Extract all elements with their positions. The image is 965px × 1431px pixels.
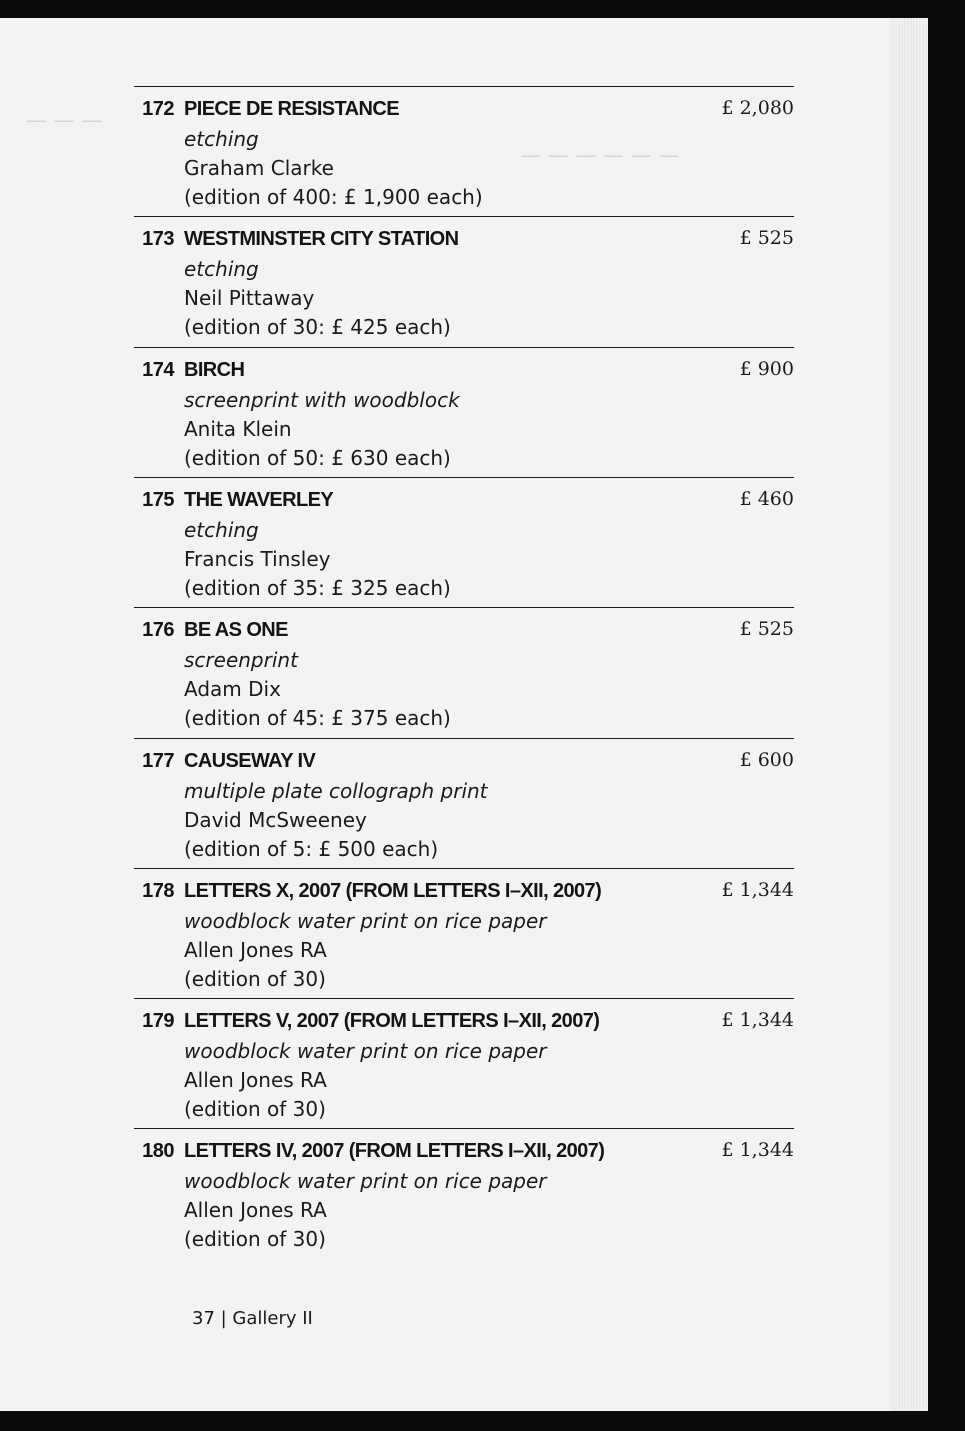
entry-number: 178 xyxy=(142,879,174,902)
entry-artist: Adam Dix xyxy=(184,677,281,702)
entry-artist: David McSweeney xyxy=(184,807,367,832)
entry-divider xyxy=(134,347,794,348)
entry-divider xyxy=(134,868,794,869)
entry-title: WESTMINSTER CITY STATION xyxy=(184,228,459,251)
show-through-decoration: — — — — — — xyxy=(520,143,680,167)
entry-price: £ 1,344 xyxy=(721,1139,794,1162)
entry-title: THE WAVERLEY xyxy=(184,488,334,511)
entry-divider xyxy=(134,86,794,87)
catalogue-entry xyxy=(134,740,798,868)
entry-edition: (edition of 30) xyxy=(184,966,326,991)
entry-divider xyxy=(134,216,794,217)
entry-number: 180 xyxy=(142,1140,174,1163)
entry-medium: screenprint with woodblock xyxy=(184,387,460,412)
show-through-decoration: — — — xyxy=(26,108,103,132)
entry-number: 173 xyxy=(142,228,174,251)
entry-number: 175 xyxy=(142,488,174,511)
entry-edition: (edition of 35: £ 325 each) xyxy=(184,575,451,600)
entry-medium: woodblock water print on rice paper xyxy=(184,1169,547,1194)
entry-artist: Allen Jones RA xyxy=(184,937,327,962)
entry-number: 177 xyxy=(142,749,174,772)
catalogue-entry xyxy=(134,1130,798,1258)
catalogue-entry xyxy=(134,870,798,998)
catalogue-entry xyxy=(134,218,798,346)
entry-edition: (edition of 5: £ 500 each) xyxy=(184,836,439,861)
entry-medium: etching xyxy=(184,127,259,151)
entry-number: 179 xyxy=(142,1010,174,1033)
entry-edition: (edition of 50: £ 630 each) xyxy=(184,445,451,470)
entry-price: £ 525 xyxy=(739,618,794,641)
entry-medium: woodblock water print on rice paper xyxy=(184,1039,547,1064)
entry-artist: Allen Jones RA xyxy=(184,1198,327,1223)
entry-price: £ 900 xyxy=(739,357,794,380)
entry-price: £ 2,080 xyxy=(721,97,794,119)
entry-edition: (edition of 30) xyxy=(184,1097,326,1122)
entry-divider xyxy=(134,477,794,478)
entry-title: LETTERS V, 2007 (FROM LETTERS I–XII, 2007) xyxy=(184,1010,600,1033)
entry-number: 176 xyxy=(142,619,174,642)
entry-medium: etching xyxy=(184,257,259,282)
entry-artist: Allen Jones RA xyxy=(184,1068,327,1093)
entry-title: CAUSEWAY IV xyxy=(184,749,316,772)
entry-title: LETTERS X, 2007 (FROM LETTERS I–XII, 2007) xyxy=(184,879,602,902)
entry-price: £ 1,344 xyxy=(721,878,794,901)
entry-edition: (edition of 30) xyxy=(184,1227,326,1252)
entry-artist: Neil Pittaway xyxy=(184,286,315,311)
entry-title: PIECE DE RESISTANCE xyxy=(184,98,399,120)
entry-divider xyxy=(134,998,794,999)
entry-medium: woodblock water print on rice paper xyxy=(184,908,547,933)
catalogue-entry xyxy=(134,349,798,477)
entry-medium: multiple plate collograph print xyxy=(184,778,488,803)
entry-artist: Graham Clarke xyxy=(184,156,334,180)
page-edge xyxy=(890,18,928,1411)
entry-price: £ 460 xyxy=(739,487,794,510)
catalogue-entry xyxy=(134,1000,798,1128)
entry-edition: (edition of 400: £ 1,900 each) xyxy=(184,185,483,209)
entry-artist: Francis Tinsley xyxy=(184,546,331,571)
entry-divider xyxy=(134,607,794,608)
entry-edition: (edition of 45: £ 375 each) xyxy=(184,706,451,731)
entry-price: £ 1,344 xyxy=(721,1009,794,1032)
entry-price: £ 525 xyxy=(739,227,794,250)
entry-divider xyxy=(134,738,794,739)
catalogue-entry xyxy=(134,609,798,737)
entry-price: £ 600 xyxy=(739,748,794,771)
entry-number: 172 xyxy=(142,98,174,120)
entry-number: 174 xyxy=(142,358,174,381)
entry-medium: screenprint xyxy=(184,648,298,673)
entry-title: BE AS ONE xyxy=(184,619,288,642)
entry-title: LETTERS IV, 2007 (FROM LETTERS I–XII, 2007) xyxy=(184,1140,605,1163)
page-footer: 37 | Gallery II xyxy=(192,1308,313,1329)
entry-title: BIRCH xyxy=(184,358,245,381)
entry-edition: (edition of 30: £ 425 each) xyxy=(184,315,451,340)
catalogue-entry xyxy=(134,88,798,216)
entry-medium: etching xyxy=(184,517,259,542)
catalogue-entry xyxy=(134,479,798,607)
entry-artist: Anita Klein xyxy=(184,416,292,441)
entry-divider xyxy=(134,1128,794,1129)
